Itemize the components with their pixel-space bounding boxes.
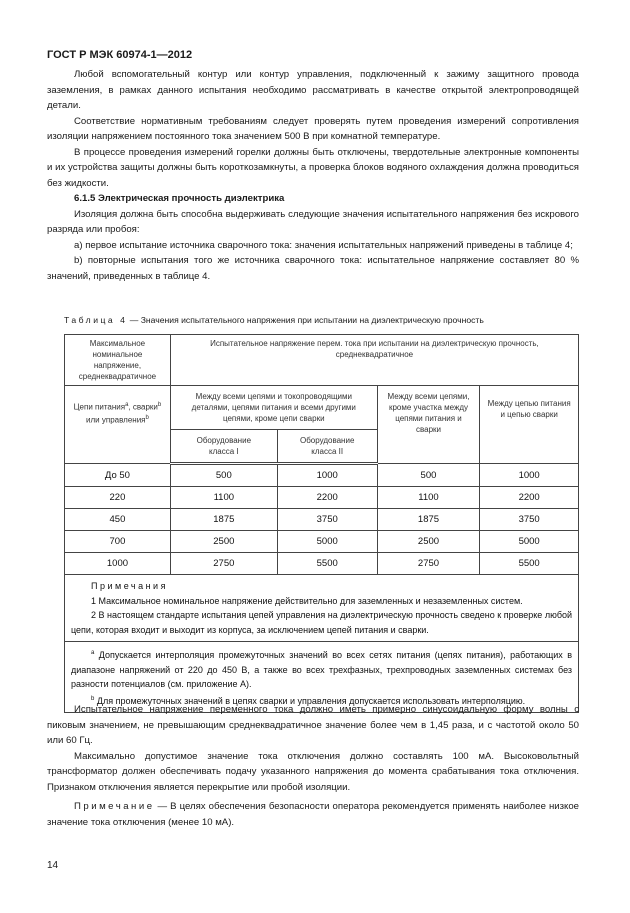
header-class-1: Оборудование класса I xyxy=(170,430,277,464)
table-caption xyxy=(64,313,484,329)
caption-label: Таблица 4 xyxy=(64,315,128,325)
table-notes xyxy=(65,575,579,642)
footnote: $^a$ Допускается интерполяция промежуточных значений во всех сетях питания (цепях питания), работающих в диапазоне напряжений от 220 до 450 В, а также во всех трехфазных, трехпроводных заземленных системах без разности потенциалов (см. приложение А). xyxy=(71,650,572,689)
note: 1 Максимальное номинальное напряжение действительно для заземленных и незаземленных систем. xyxy=(91,595,523,606)
table-row: 220 1100 2200 1100 2200 xyxy=(65,487,579,509)
table-row: 1000 2750 5500 2750 5500 xyxy=(65,553,579,575)
caption-text: — Значения испытательного напряжения при испытании на диэлектрическую прочность xyxy=(127,315,484,325)
paragraph: b) повторные испытания того же источника сварочного тока: испытательное напряжение составляет 80 % значений, приведенных в таблице 4. xyxy=(47,255,579,282)
header-max-voltage: Максимальное номинальное напряжение, среднеквадратичное xyxy=(65,335,171,386)
body-text-bottom xyxy=(47,702,579,830)
standard-header: ГОСТ Р МЭК 60974-1—2012 xyxy=(47,49,193,61)
note: 2 В настоящем стандарте испытания цепей управления на диэлектрическую прочность сведено к проверке любой цепи, которая входит и выходит из корпуса, за исключением цепей питания и сварки. xyxy=(71,610,573,635)
note-bottom: Примечание — В целях обеспечения безопасности оператора рекомендуется применять наиболее низкое значение тока отключения (менее 10 мА). xyxy=(47,801,579,828)
paragraph: Любой вспомогательный контур или контур управления, подключенный к зажиму защитного провода заземления, в рамках данного испытания необходимо рассматривать в качестве открытой электропроводящей детали. xyxy=(47,69,579,111)
paragraph: a) первое испытание источника сварочного тока: значения испытательных напряжений приведены в таблице 4; xyxy=(74,239,573,251)
footnote: $^b$ Для промежуточных значений в цепях сварки и управления допускается использовать интерполяцию. xyxy=(91,695,526,706)
table-row: До 50 500 1000 500 1000 xyxy=(65,464,579,487)
paragraph: Соответствие нормативным требованиям следует проверять путем проведения измерений сопротивления изоляции напряжением постоянного тока значением 500 В при комнатной температуре. xyxy=(47,115,579,142)
header-class-2: Оборудование класса II xyxy=(277,430,377,464)
notes-title: Примечания xyxy=(91,581,168,591)
paragraph: Испытательное напряжение переменного тока должно иметь примерно синусоидальную форму волны с пиковым значением, не превышающим среднеквадратичное значение более чем в 1,45 раза, и с частотой около 50 или 60 Гц. xyxy=(47,704,579,746)
table-row: 450 1875 3750 1875 3750 xyxy=(65,509,579,531)
paragraph: Изоляция должна быть способна выдерживать следующие значения испытательного напряжения без искрового разряда или пробоя: xyxy=(47,208,579,235)
body-text-top xyxy=(47,67,579,284)
paragraph: В процессе проведения измерений горелки должны быть отключены, твердотельные электронные компоненты и их устройства защиты должны быть короткозамкнуты, а проверка блоков водяного охлаждения должна проводиться без жидкости. xyxy=(47,146,579,189)
section-heading: 6.1.5 Электрическая прочность диэлектрика xyxy=(74,193,285,204)
table-row: 700 2500 5000 2500 5000 xyxy=(65,531,579,553)
header-test-voltage: Испытательное напряжение перем. тока при испытании на диэлектрическую прочность, среднеквадратичное xyxy=(170,335,578,386)
header-supply-weld: Между цепью питания и цепью сварки xyxy=(480,386,579,464)
header-except-supply-weld: Между всеми цепями, кроме участка между цепями питания и сварки xyxy=(377,386,480,464)
test-voltage-table xyxy=(64,334,579,713)
page-number: 14 xyxy=(47,860,59,871)
header-circuits: Цепи питания$^a$, сварки$^b$ или управления$^b$ xyxy=(65,386,171,464)
paragraph: Максимально допустимое значение тока отключения должно составлять 100 мА. Высоковольтный трансформатор должен обеспечивать подачу указанного напряжения до момента срабатывания тока отключения. Признаком отключения является перекрытие или пробой изоляции. xyxy=(47,750,579,793)
header-all-circuits: Между всеми цепями и токопроводящими деталями, цепями питания и всеми другими цепями, кроме цепи сварки xyxy=(170,386,377,430)
